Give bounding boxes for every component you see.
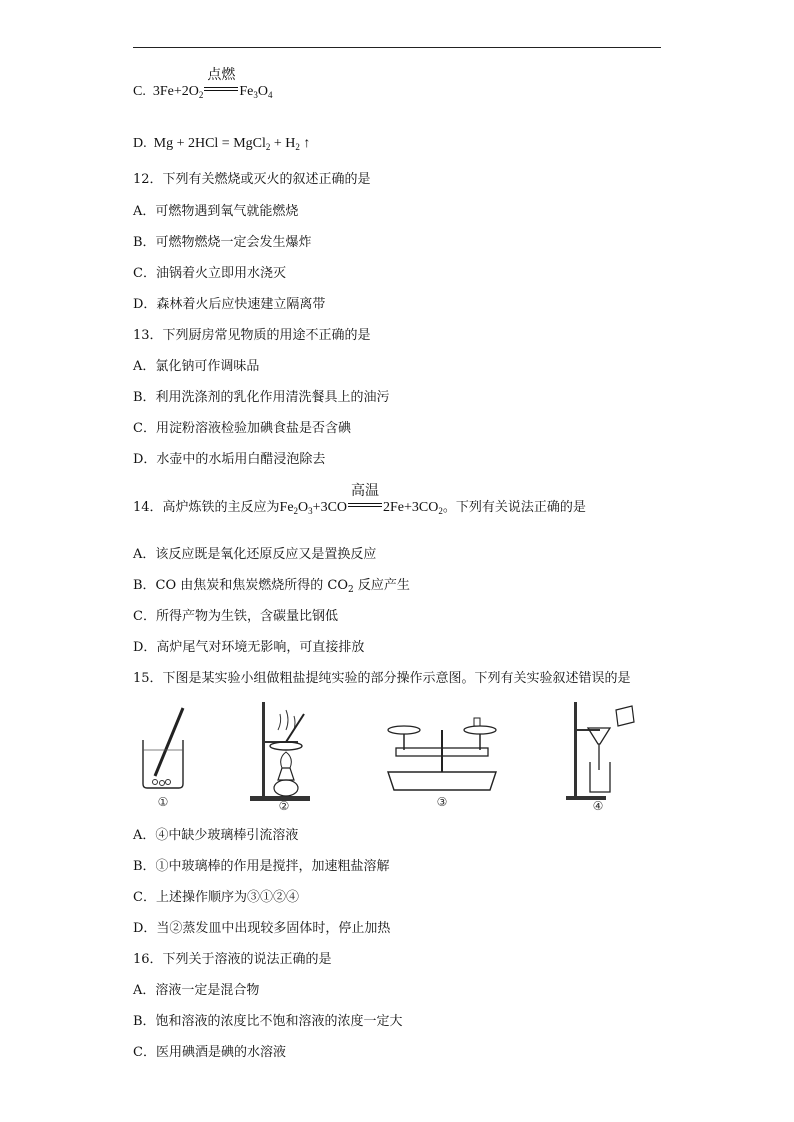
q12-option-a: A．可燃物遇到氧气就能燃烧 xyxy=(133,204,299,219)
q11-option-c: C. $3Fe+2O_2$ 点燃 $Fe_3O_4$ xyxy=(133,67,273,100)
q15-option-b: B．①中玻璃棒的作用是搅拌，加速粗盐溶解 xyxy=(133,859,390,874)
q14-option-b: B．CO 由焦炭和焦炭燃烧所得的 $CO_2$ 反应产生 xyxy=(133,578,410,595)
figure-label: ④ xyxy=(592,799,604,812)
q12-option-b: B．可燃物燃烧一定会发生爆炸 xyxy=(133,235,312,250)
q14-stem: 14．高炉炼铁的主反应为$Fe_2O_3+3CO$ 高温 $2Fe+3CO_2$。下列有关说法正确的是 xyxy=(133,483,586,516)
figure-weighing xyxy=(382,710,502,810)
q13-option-b: B．利用洗涤剂的乳化作用清洗餐具上的油污 xyxy=(133,390,390,405)
q13-stem: 13．下列厨房常见物质的用途不正确的是 xyxy=(133,328,371,343)
header-rule xyxy=(133,47,661,48)
q14-option-c: C．所得产物为生铁，含碳量比钢低 xyxy=(133,609,338,624)
equals-bar xyxy=(348,503,382,507)
left-pan xyxy=(388,726,420,734)
q12-option-c: C．油锅着火立即用水浇灭 xyxy=(133,266,286,281)
q13-option-c: C．用淀粉溶液检验加碘食盐是否含碘 xyxy=(133,421,351,436)
q16-stem: 16．下列关于溶液的说法正确的是 xyxy=(133,952,332,967)
option-letter: D. xyxy=(133,136,147,151)
q15-stem: 15．下图是某实验小组做粗盐提纯实验的部分操作示意图。下列有关实验叙述错误的是 xyxy=(133,671,631,686)
figure-label: ③ xyxy=(436,795,448,809)
condition-label: 点燃 xyxy=(207,67,236,83)
equals-bar xyxy=(204,87,238,91)
q11-option-d: D. Mg + 2HCl = MgCl$_2$ + $H_2$ ↑ xyxy=(133,136,311,152)
reaction-condition xyxy=(204,67,238,100)
option-letter: C. xyxy=(133,84,146,99)
balance-base xyxy=(388,772,496,790)
q16-option-c: C．医用碘酒是碘的水溶液 xyxy=(133,1045,286,1060)
condition-label: 高温 xyxy=(351,483,380,499)
q16-option-b: B．饱和溶液的浓度比不饱和溶液的浓度一定大 xyxy=(133,1014,403,1029)
figure-dissolving xyxy=(135,700,195,812)
glass-rod xyxy=(155,708,183,776)
q14-option-d: D．高炉尾气对环境无影响，可直接排放 xyxy=(133,640,365,655)
iron-stand-rod xyxy=(574,702,577,798)
q14-equation: $Fe_2O_3+3CO$ 高温 $2Fe+3CO_2$ xyxy=(279,483,443,516)
reaction-condition xyxy=(348,483,382,516)
q13-option-a: A．氯化钠可作调味品 xyxy=(133,359,260,374)
pouring-beaker xyxy=(616,706,634,726)
figure-evaporation xyxy=(238,700,326,812)
q12-stem: 12．下列有关燃烧或灭火的叙述正确的是 xyxy=(133,172,371,187)
q15-option-d: D．当②蒸发皿中出现较多固体时，停止加热 xyxy=(133,921,391,936)
right-pan xyxy=(464,726,496,734)
alcohol-lamp xyxy=(278,768,294,780)
figure-label: ② xyxy=(278,799,290,812)
q15-option-a: A．④中缺少玻璃棒引流溶液 xyxy=(133,828,299,843)
receiving-beaker xyxy=(590,762,610,792)
evaporating-dish xyxy=(270,742,302,750)
gas-arrow: ↑ xyxy=(299,136,311,151)
q15-option-c: C．上述操作顺序为③①②④ xyxy=(133,890,299,905)
q13-option-d: D．水壶中的水垢用白醋浸泡除去 xyxy=(133,452,326,467)
q14-option-a: A．该反应既是氧化还原反应又是置换反应 xyxy=(133,547,377,562)
figure-filtration xyxy=(560,700,642,812)
q12-option-d: D．森林着火后应快速建立隔离带 xyxy=(133,297,326,312)
figure-label: ① xyxy=(157,795,169,809)
q16-option-a: A．溶液一定是混合物 xyxy=(133,983,260,998)
iron-stand-rod xyxy=(262,702,265,798)
